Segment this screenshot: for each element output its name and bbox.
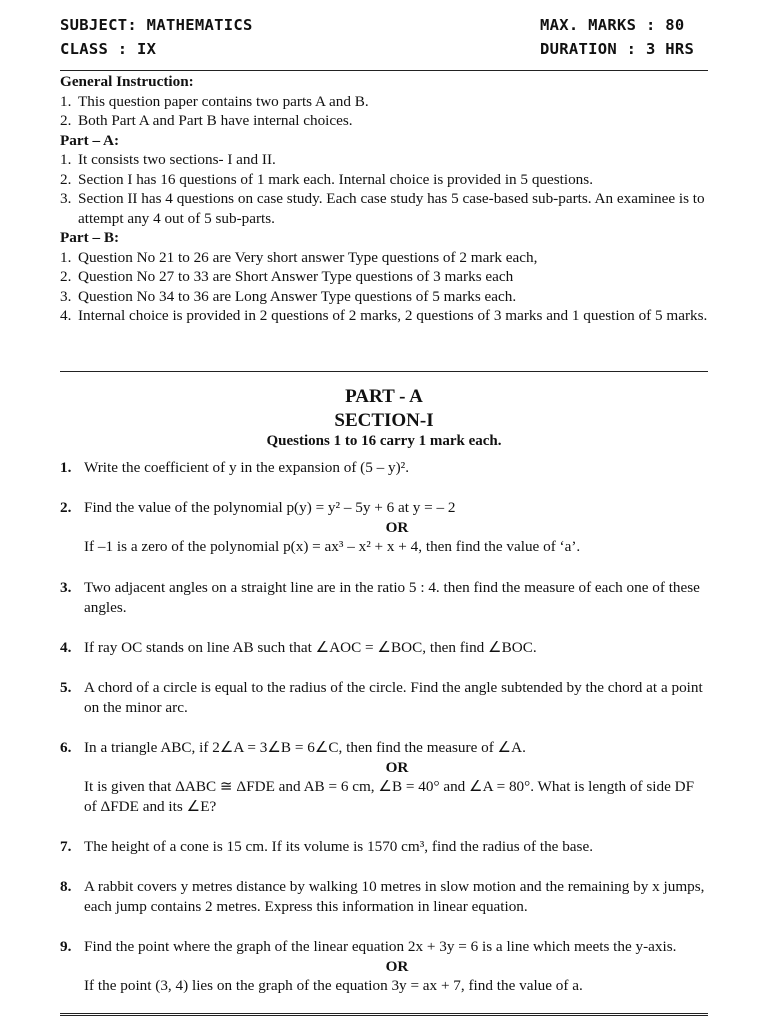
question-text: Find the point where the graph of the linear equation 2x + 3y = 6 is a line which meets the y-axis. bbox=[84, 938, 677, 955]
general-instruction-list bbox=[60, 92, 710, 131]
instruction-item bbox=[60, 267, 710, 287]
instruction-number: 2. bbox=[60, 112, 72, 129]
or-separator: OR bbox=[385, 518, 409, 536]
question-number: 8. bbox=[60, 878, 72, 895]
instruction-text: It consists two sections- I and II. bbox=[78, 151, 276, 168]
instruction-number: 1. bbox=[60, 151, 72, 168]
instruction-item bbox=[60, 170, 710, 190]
instruction-item bbox=[60, 92, 710, 112]
general-instructions bbox=[60, 72, 710, 326]
footer-divider bbox=[60, 1013, 708, 1016]
question-text: Two adjacent angles on a straight line are in the ratio 5 : 4. then find the measure of each one of these angles. bbox=[84, 579, 700, 616]
duration-label: DURATION : 3 HRS bbox=[540, 40, 695, 58]
question-item bbox=[60, 877, 710, 916]
question-number: 9. bbox=[60, 938, 72, 955]
instruction-item bbox=[60, 189, 710, 228]
instruction-text: Section I has 16 questions of 1 mark each. Internal choice is provided in 5 questions. bbox=[78, 170, 593, 188]
instruction-text: Section II has 4 questions on case study. Each case study has 5 case-based sub-parts. An examinee is to attempt any 4 out of 5 sub-parts. bbox=[78, 190, 705, 227]
or-separator: OR bbox=[385, 957, 409, 975]
question-number: 6. bbox=[60, 739, 72, 756]
alternative-question-text: If the point (3, 4) lies on the graph of the equation 3y = ax + 7, find the value of a. bbox=[84, 977, 583, 994]
subject-label: SUBJECT: MATHEMATICS bbox=[60, 16, 253, 34]
section-heading: SECTION-I bbox=[334, 410, 434, 431]
part-b-instruction-list bbox=[60, 248, 710, 326]
instruction-number: 2. bbox=[60, 170, 72, 188]
question-number: 2. bbox=[60, 499, 72, 516]
part-a-title: Part – A: bbox=[60, 131, 120, 149]
instruction-number: 1. bbox=[60, 248, 72, 266]
instruction-text: This question paper contains two parts A and B. bbox=[78, 92, 369, 110]
alternative-question-text: If –1 is a zero of the polynomial p(x) = ax³ – x² + x + 4, then find the value of ‘a’. bbox=[84, 538, 581, 555]
instruction-number: 3. bbox=[60, 287, 72, 305]
instruction-item bbox=[60, 306, 710, 326]
question-number: 7. bbox=[60, 838, 72, 855]
question-text: The height of a cone is 15 cm. If its volume is 1570 cm³, find the radius of the base. bbox=[84, 838, 593, 855]
question-item bbox=[60, 638, 710, 658]
question-text: If ray OC stands on line AB such that ∠AOC = ∠BOC, then find ∠BOC. bbox=[84, 639, 537, 656]
instruction-text: Question No 27 to 33 are Short Answer Type questions of 3 marks each bbox=[78, 268, 514, 285]
question-text: In a triangle ABC, if 2∠A = 3∠B = 6∠C, then find the measure of ∠A. bbox=[84, 739, 526, 756]
question-item bbox=[60, 678, 710, 717]
instruction-number: 1. bbox=[60, 92, 72, 110]
instruction-text: Question No 21 to 26 are Very short answer Type questions of 2 mark each, bbox=[78, 248, 538, 266]
part-a-instruction-list bbox=[60, 150, 710, 228]
question-number: 1. bbox=[60, 459, 72, 476]
instruction-item bbox=[60, 248, 710, 268]
question-number: 4. bbox=[60, 639, 72, 656]
question-text: A rabbit covers y metres distance by walking 10 metres in slow motion and the remaining by x jumps, each jump contains 2 metres. Express this information in linear equation. bbox=[84, 878, 705, 915]
question-item bbox=[60, 937, 710, 996]
section-note: Questions 1 to 16 carry 1 mark each. bbox=[266, 433, 502, 449]
question-number: 3. bbox=[60, 579, 72, 596]
question-text: Find the value of the polynomial p(y) = y² – 5y + 6 at y = – 2 bbox=[84, 499, 456, 516]
instructions-divider bbox=[60, 371, 708, 372]
question-number: 5. bbox=[60, 679, 72, 696]
question-item bbox=[60, 578, 710, 617]
instruction-text: Internal choice is provided in 2 questions of 2 marks, 2 questions of 3 marks and 1 question of 5 marks. bbox=[78, 307, 708, 324]
part-heading: PART - A bbox=[345, 386, 423, 407]
instructions-title: General Instruction: bbox=[60, 73, 194, 90]
header-divider bbox=[60, 70, 708, 71]
part-b-title: Part – B: bbox=[60, 229, 120, 246]
instruction-text: Question No 34 to 36 are Long Answer Type questions of 5 marks each. bbox=[78, 287, 517, 305]
instruction-item bbox=[60, 150, 710, 170]
question-item bbox=[60, 738, 710, 816]
instruction-number: 3. bbox=[60, 190, 72, 207]
instruction-number: 2. bbox=[60, 268, 72, 285]
question-item bbox=[60, 498, 710, 557]
instruction-item bbox=[60, 111, 710, 131]
instruction-text: Both Part A and Part B have internal choices. bbox=[78, 112, 353, 129]
or-separator: OR bbox=[385, 758, 409, 776]
question-item bbox=[60, 458, 710, 478]
instruction-item bbox=[60, 287, 710, 307]
question-item bbox=[60, 837, 710, 857]
max-marks-label: MAX. MARKS : 80 bbox=[540, 16, 685, 34]
alternative-question-text: It is given that ΔABC ≅ ΔFDE and AB = 6 cm, ∠B = 40° and ∠A = 80°. What is length of side DF of ΔFDE and its ∠E? bbox=[84, 778, 695, 815]
question-text: Write the coefficient of y in the expansion of (5 – y)². bbox=[84, 459, 410, 476]
instruction-number: 4. bbox=[60, 307, 72, 324]
class-label: CLASS : IX bbox=[60, 40, 157, 58]
question-text: A chord of a circle is equal to the radius of the circle. Find the angle subtended by the chord at a point on the minor arc. bbox=[84, 679, 703, 716]
